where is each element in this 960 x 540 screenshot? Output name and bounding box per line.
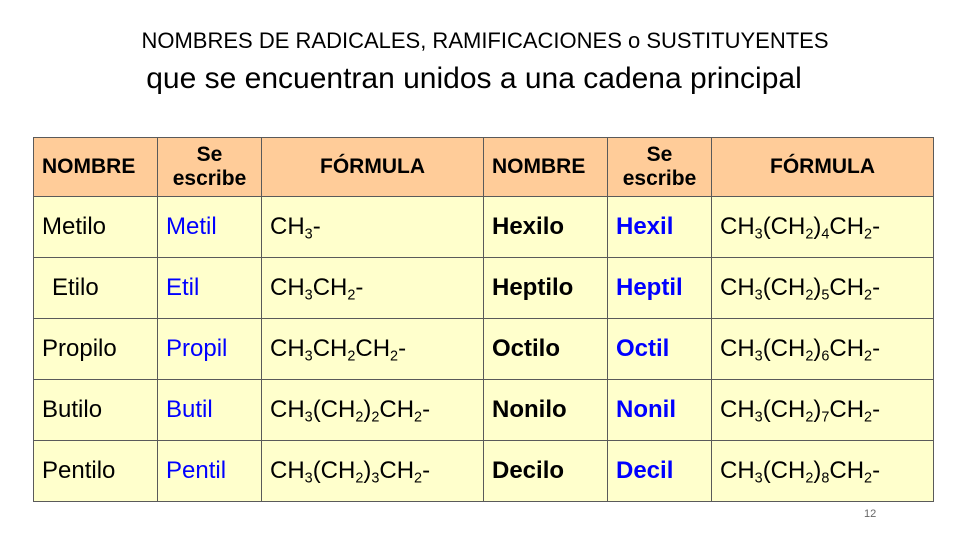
cell-nombre: Hexilo xyxy=(484,197,608,258)
cell-se-escribe: Metil xyxy=(158,197,262,258)
cell-formula: $CH_3CH_2CH_2-$ xyxy=(262,319,484,380)
cell-se-escribe: Butil xyxy=(158,380,262,441)
header-se-escribe-right xyxy=(608,138,712,197)
slide-subtitle: que se encuentran unidos a una cadena principal xyxy=(146,62,802,95)
table-row xyxy=(34,197,934,258)
table-row xyxy=(34,380,934,441)
cell-se-escribe: Octil xyxy=(608,319,712,380)
cell-se-escribe: Hexil xyxy=(608,197,712,258)
cell-se-escribe: Etil xyxy=(158,258,262,319)
cell-nombre: Decilo xyxy=(484,441,608,502)
cell-formula: $CH_3CH_2-$ xyxy=(262,258,484,319)
table-row xyxy=(34,441,934,502)
header-formula-right: FÓRMULA xyxy=(712,138,934,197)
header-se: Se xyxy=(646,143,673,166)
cell-formula: $CH_3-$ xyxy=(262,197,484,258)
header-escribe: escribe xyxy=(622,167,697,190)
cell-formula: $CH_3(CH_2)_6CH_2-$ xyxy=(712,319,934,380)
cell-nombre: Pentilo xyxy=(34,441,158,502)
cell-se-escribe: Nonil xyxy=(608,380,712,441)
header-escribe: escribe xyxy=(172,167,247,190)
cell-formula: $CH_3(CH_2)_3CH_2-$ xyxy=(262,441,484,502)
cell-formula: $CH_3(CH_2)_8CH_2-$ xyxy=(712,441,934,502)
slide-title: NOMBRES DE RADICALES, RAMIFICACIONES o SUSTITUYENTES xyxy=(141,28,829,53)
cell-formula: $CH_3(CH_2)_2CH_2-$ xyxy=(262,380,484,441)
cell-se-escribe: Heptil xyxy=(608,258,712,319)
cell-se-escribe: Pentil xyxy=(158,441,262,502)
header-se-escribe-left xyxy=(158,138,262,197)
cell-nombre: Heptilo xyxy=(484,258,608,319)
table-row xyxy=(34,258,934,319)
cell-nombre: Propilo xyxy=(34,319,158,380)
cell-nombre: Etilo xyxy=(34,258,158,319)
header-nombre-left: NOMBRE xyxy=(34,138,158,197)
cell-formula: $CH_3(CH_2)_5CH_2-$ xyxy=(712,258,934,319)
header-nombre-right: NOMBRE xyxy=(484,138,608,197)
table-header-row xyxy=(34,138,934,197)
table-body xyxy=(34,197,934,502)
cell-nombre: Butilo xyxy=(34,380,158,441)
cell-formula: $CH_3(CH_2)_7CH_2-$ xyxy=(712,380,934,441)
table-row xyxy=(34,319,934,380)
cell-nombre: Octilo xyxy=(484,319,608,380)
cell-nombre: Nonilo xyxy=(484,380,608,441)
header-formula-left: FÓRMULA xyxy=(262,138,484,197)
radicals-table xyxy=(33,137,934,502)
cell-formula: $CH_3(CH_2)_4CH_2-$ xyxy=(712,197,934,258)
cell-se-escribe: Propil xyxy=(158,319,262,380)
header-se: Se xyxy=(196,143,223,166)
cell-se-escribe: Decil xyxy=(608,441,712,502)
page-number: 12 xyxy=(864,508,877,520)
cell-nombre: Metilo xyxy=(34,197,158,258)
